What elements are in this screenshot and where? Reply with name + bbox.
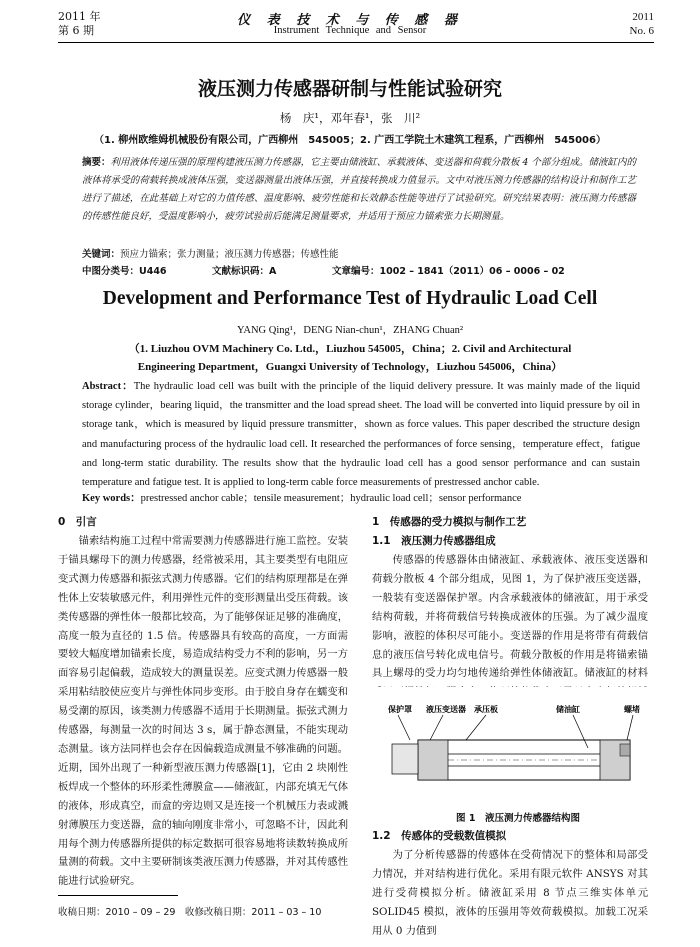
keywords-cn — [82, 246, 636, 263]
journal-name-en: Instrument Technique and Sensor — [273, 25, 427, 36]
affiliation-en-line1: （1. Liuzhou OVM Machinery Co. Ltd.，Liuzhou 545005，China；2. Civil and Architectural — [128, 343, 572, 355]
article-number: 文章编号：1002 – 1841（2011）06 – 0006 – 02 — [332, 266, 565, 277]
figure-1-diagram — [388, 704, 648, 794]
header-year-en: 2011 — [632, 11, 654, 23]
clc-number: 中图分类号：U446 — [82, 266, 167, 277]
keywords-en-text: prestressed anchor cable；tensile measurement；hydraulic load cell；sensor performance — [140, 493, 522, 504]
keywords-cn-text: 预应力锚索；张力测量；液压测力传感器；传感性能 — [120, 249, 339, 260]
section-heading-1-2: 1.2 传感体的受载数值模拟 — [372, 830, 507, 842]
section-1-1-paragraph: 传感器的传感器体由储液缸、承载液体、液压变送器和荷载分散板 4 个部分组成，见图 1，为了保护液压变送器，一般装有变送器保护罩。内含承载液体的储液缸，用于承受结构荷载，并将荷载信号转换成液体的压强。为了减少温度影响，液腔的体积尽可能小。变送器的作用是将带有荷载信息的液压信号转化成电信号。荷载分散板的作用是将锚索锚具上螺母的受力均匀地传递给弹性体储液缸。储液缸的材料 — [372, 554, 648, 680]
header-right — [630, 10, 654, 38]
figure-1-caption: 图 1 液压测力传感器结构图 — [456, 813, 580, 824]
abstract-en-label: Abstract： — [82, 381, 134, 392]
section-heading-1: 1 传感器的受力模拟与制作工艺 — [372, 516, 527, 528]
keywords-en — [82, 490, 640, 508]
footnote-rule — [58, 895, 178, 896]
fig-label-transmitter: 液压变送器 — [426, 705, 466, 714]
affiliation-en-line2: Engineering Department，Guangxi University of Technology，Liuzhou 545006，China） — [137, 361, 563, 373]
intro-paragraph: 锚索结构施工过程中常需要测力传感器进行施工监控。安装于锚具螺母下的测力传感器，经常被采用，其主要类型有电阻应变式测力传感器和振弦式测力传感器。它们的结构原理都是在弹性体上安装敏感元件，利用弹性元件的变形测量出受压荷载。该类传感器的弹性体一般都比较高，为了能够保证足够的准确度，高度一般为直径的 1.5 倍。传感器具有较高的高度，一方面需要较大幅度增加锚索长度，易造成结构受力不利的影响，另一方面容易引起偏载，造成较大的测量误差。应变式测力传感器一般采用粘结胶使应变片与弹性体同步变形。由于胶自身存在蠕变和易受潮的原因，该类测力传感器不适用于长期测量。振弦式测力传感器，每测量一次的时间达 3 s，属于静态测量，不能实现动态测量。该方法同样也会存在因偏载造成测量不够准确的问题。近期，国外出现了一种新型液压测力传感器[1]，它由 2 块刚性板焊成一个整体的环形柔性薄膜盒——储液缸，内部充填无气体的液体，形成真空，而盒的旁边则又是连接一个机械压力表或溅射薄膜压力变送器，盒的轴向刚度非常小，可忽略不计，因此利用每个测力传感器所提供的标定数据可很容易地将读数转换成所量测的荷载。文中主要研制该类液压测力传感器，并对其传感性能进行试验研究。 — [58, 535, 348, 888]
fig-label-bearing-plate: 承压板 — [474, 705, 498, 714]
authors-en: YANG Qing¹，DENG Nian-chun¹，ZHANG Chuan² — [236, 325, 464, 336]
keywords-cn-label: 关键词： — [82, 249, 121, 260]
right-column-lower — [372, 827, 648, 942]
header-issue-en: No. 6 — [629, 25, 654, 37]
document-code: 文献标识码：A — [212, 266, 277, 277]
journal-name-cn: 仪 表 技 术 与 传 感 器 — [237, 13, 463, 28]
section-heading-intro: 0 引言 — [58, 516, 97, 528]
left-column — [58, 513, 348, 891]
right-column — [372, 513, 648, 687]
header-year: 2011 年 — [58, 10, 101, 23]
abstract-cn-text: 利用液体传递压强的原理构建液压测力传感器，它主要由储液缸、承载液体、变送器和荷载分散板 4 个部分组成。储液缸内的液体将承受的荷载转换成液体压强，变送器测量出液体压强，并直接转换成力值显示。文中对液压测力传感器的结构设计和制作工艺进行了描述，在此基础上对它的力值传感、温度影响、疲劳性能和长效静态性能等进行了试验研究。研究结果表明：液压测力传感器的传感性能良好，受温度影响小，疲劳试验前后能满足测量要求，并适用于预应力锚索张力长期测量。 — [82, 157, 636, 222]
fig-label-plug: 螺堵 — [624, 705, 640, 714]
section-heading-1-1: 1.1 液压测力传感器组成 — [372, 535, 496, 547]
header-rule — [58, 42, 654, 43]
fig-label-oil-cylinder: 储油缸 — [556, 705, 580, 714]
abstract-en — [82, 377, 640, 492]
keywords-en-label: Key words： — [82, 493, 141, 504]
abstract-en-text: The hydraulic load cell was built with the principle of the liquid delivery pressure. It was mainly made of the liquid storage cylinder，bearing liquid，the transmitter and the load spread sheet. The load will be converted into liquid pressure by oil in storage tank，which is measured by liquid pressure transmitter，shown as force values. This paper described the structure design and manufacturing process of the hydraulic load cell. It researched the performances of force sensing，temperature effect，fatigue and long-term static durability. The results show that the hydraulic load cell has a good sensor performance and can sustain temperature and fatigue test. It is applied to long-term cable force measurements of prestressed anchor cable. — [82, 381, 640, 489]
authors-cn: 杨 庆¹，邓年春¹，张 川² — [279, 111, 421, 125]
paper-title-en: Development and Performance Test of Hydraulic Load Cell — [102, 288, 598, 309]
received-date-footnote: 收稿日期：2010 – 09 – 29 收修改稿日期：2011 – 03 – 10 — [58, 907, 322, 918]
abstract-cn-label: 摘要： — [82, 157, 111, 168]
fig-label-cover: 保护罩 — [388, 705, 412, 714]
affiliation-en — [0, 340, 700, 376]
classification-line — [82, 263, 636, 280]
header-issue: 第 6 期 — [58, 24, 94, 37]
section-1-2-paragraph: 为了分析传感器的传感体在受荷情况下的整体和局部受力情况，并对结构进行优化。采用有限元软件 ANSYS 对其进行受荷模拟分析。储液缸采用 8 节点三维实体单元 SOLID45 模拟，液体的压强用等效荷载模拟。加载工况采用从 0 力值到 — [372, 849, 648, 937]
paper-title-cn: 液压测力传感器研制与性能试验研究 — [197, 78, 502, 100]
abstract-cn — [82, 154, 636, 226]
affiliation-cn: （1. 柳州欧维姆机械股份有限公司，广西柳州 545005；2. 广西工学院土木建筑工程系，广西柳州 545006） — [94, 135, 606, 146]
cell-body — [392, 740, 630, 780]
